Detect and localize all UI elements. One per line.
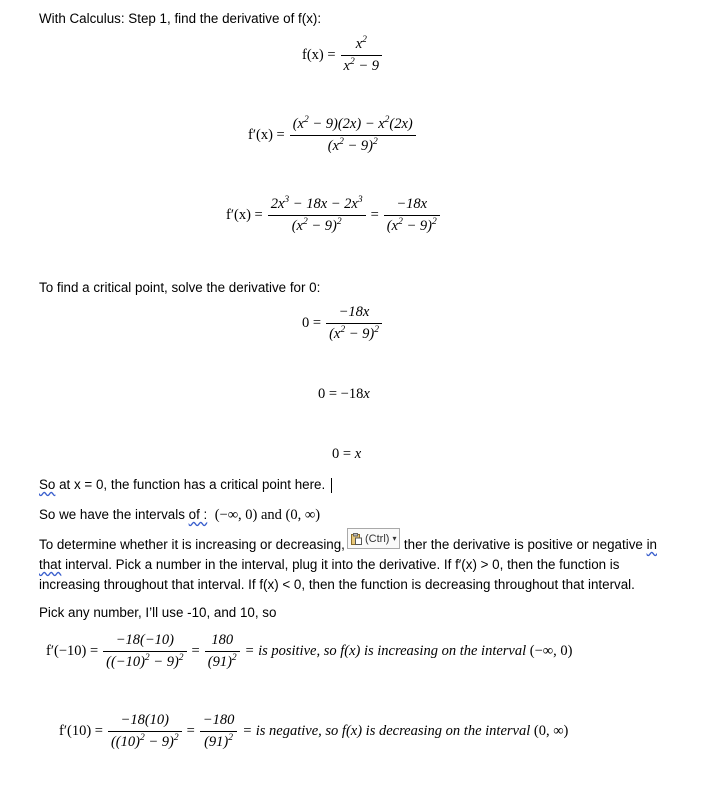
text-cursor — [331, 478, 332, 493]
critical-point-text: To find a critical point, solve the derivative for 0: — [39, 280, 321, 295]
equation-zero-eq-neg18x: 0 = −18x — [318, 386, 370, 402]
pick-number-text: Pick any number, I’ll use -10, and 10, so — [39, 605, 277, 620]
chevron-down-icon: ▾ — [392, 534, 397, 543]
equation-f-prime-10: f′(10) = $\frac{-18(10)}{((10)^2 - 9)^2}$ = $\frac{-180}{(91)^2}$ = is negative, so f(x) is decreasing on the interval (0, ∞) — [59, 712, 569, 750]
critical-point-conclusion[interactable]: So at x = 0, the function has a critical point here. — [39, 475, 332, 494]
equation-derivative-quotient: f′(x) = $\frac{(x^2 - 9)(2x) - x^2(2x)}{(x^2 - 9)^2}$ — [248, 116, 416, 155]
intro-text: With Calculus: Step 1, find the derivative of f(x): — [39, 11, 322, 26]
intervals-line: So we have the intervals of : (−∞, 0) and (0, ∞) — [39, 507, 321, 523]
equation-f-prime-neg10: f′(−10) = $\frac{-18(-10)}{((-10)^2 - 9)^2}$ = $\frac{180}{(91)^2}$ = is positive, so f(x) is increasing on the interval (−∞, 0) — [46, 632, 573, 670]
equation-derivative-simplified: f′(x) = $\frac{2x^3 - 18x - 2x^3}{(x^2 - 9)^2}$ = $\frac{-18x}{(x^2 - 9)^2}$ — [226, 196, 440, 235]
equation-zero-eq-x: 0 = x — [332, 446, 362, 462]
paste-options-button[interactable]: (Ctrl) ▾ — [347, 528, 400, 549]
equation-zero-derivative: 0 = $\frac{-18x}{(x^2 - 9)^2}$ — [302, 304, 382, 343]
equation-f: f(x) = $\frac{x^2}{x^2 - 9}$ — [302, 36, 382, 75]
determine-paragraph: To determine whether it is increasing or decreasing, ther the derivative is positive or negative in that interval. Pick a number in the interval, plug it into the derivative. If f′(x) > 0, then the function is increasing throughout that interval. If f(x) < 0, then the function is decreasing throughout that interval. — [39, 537, 657, 592]
